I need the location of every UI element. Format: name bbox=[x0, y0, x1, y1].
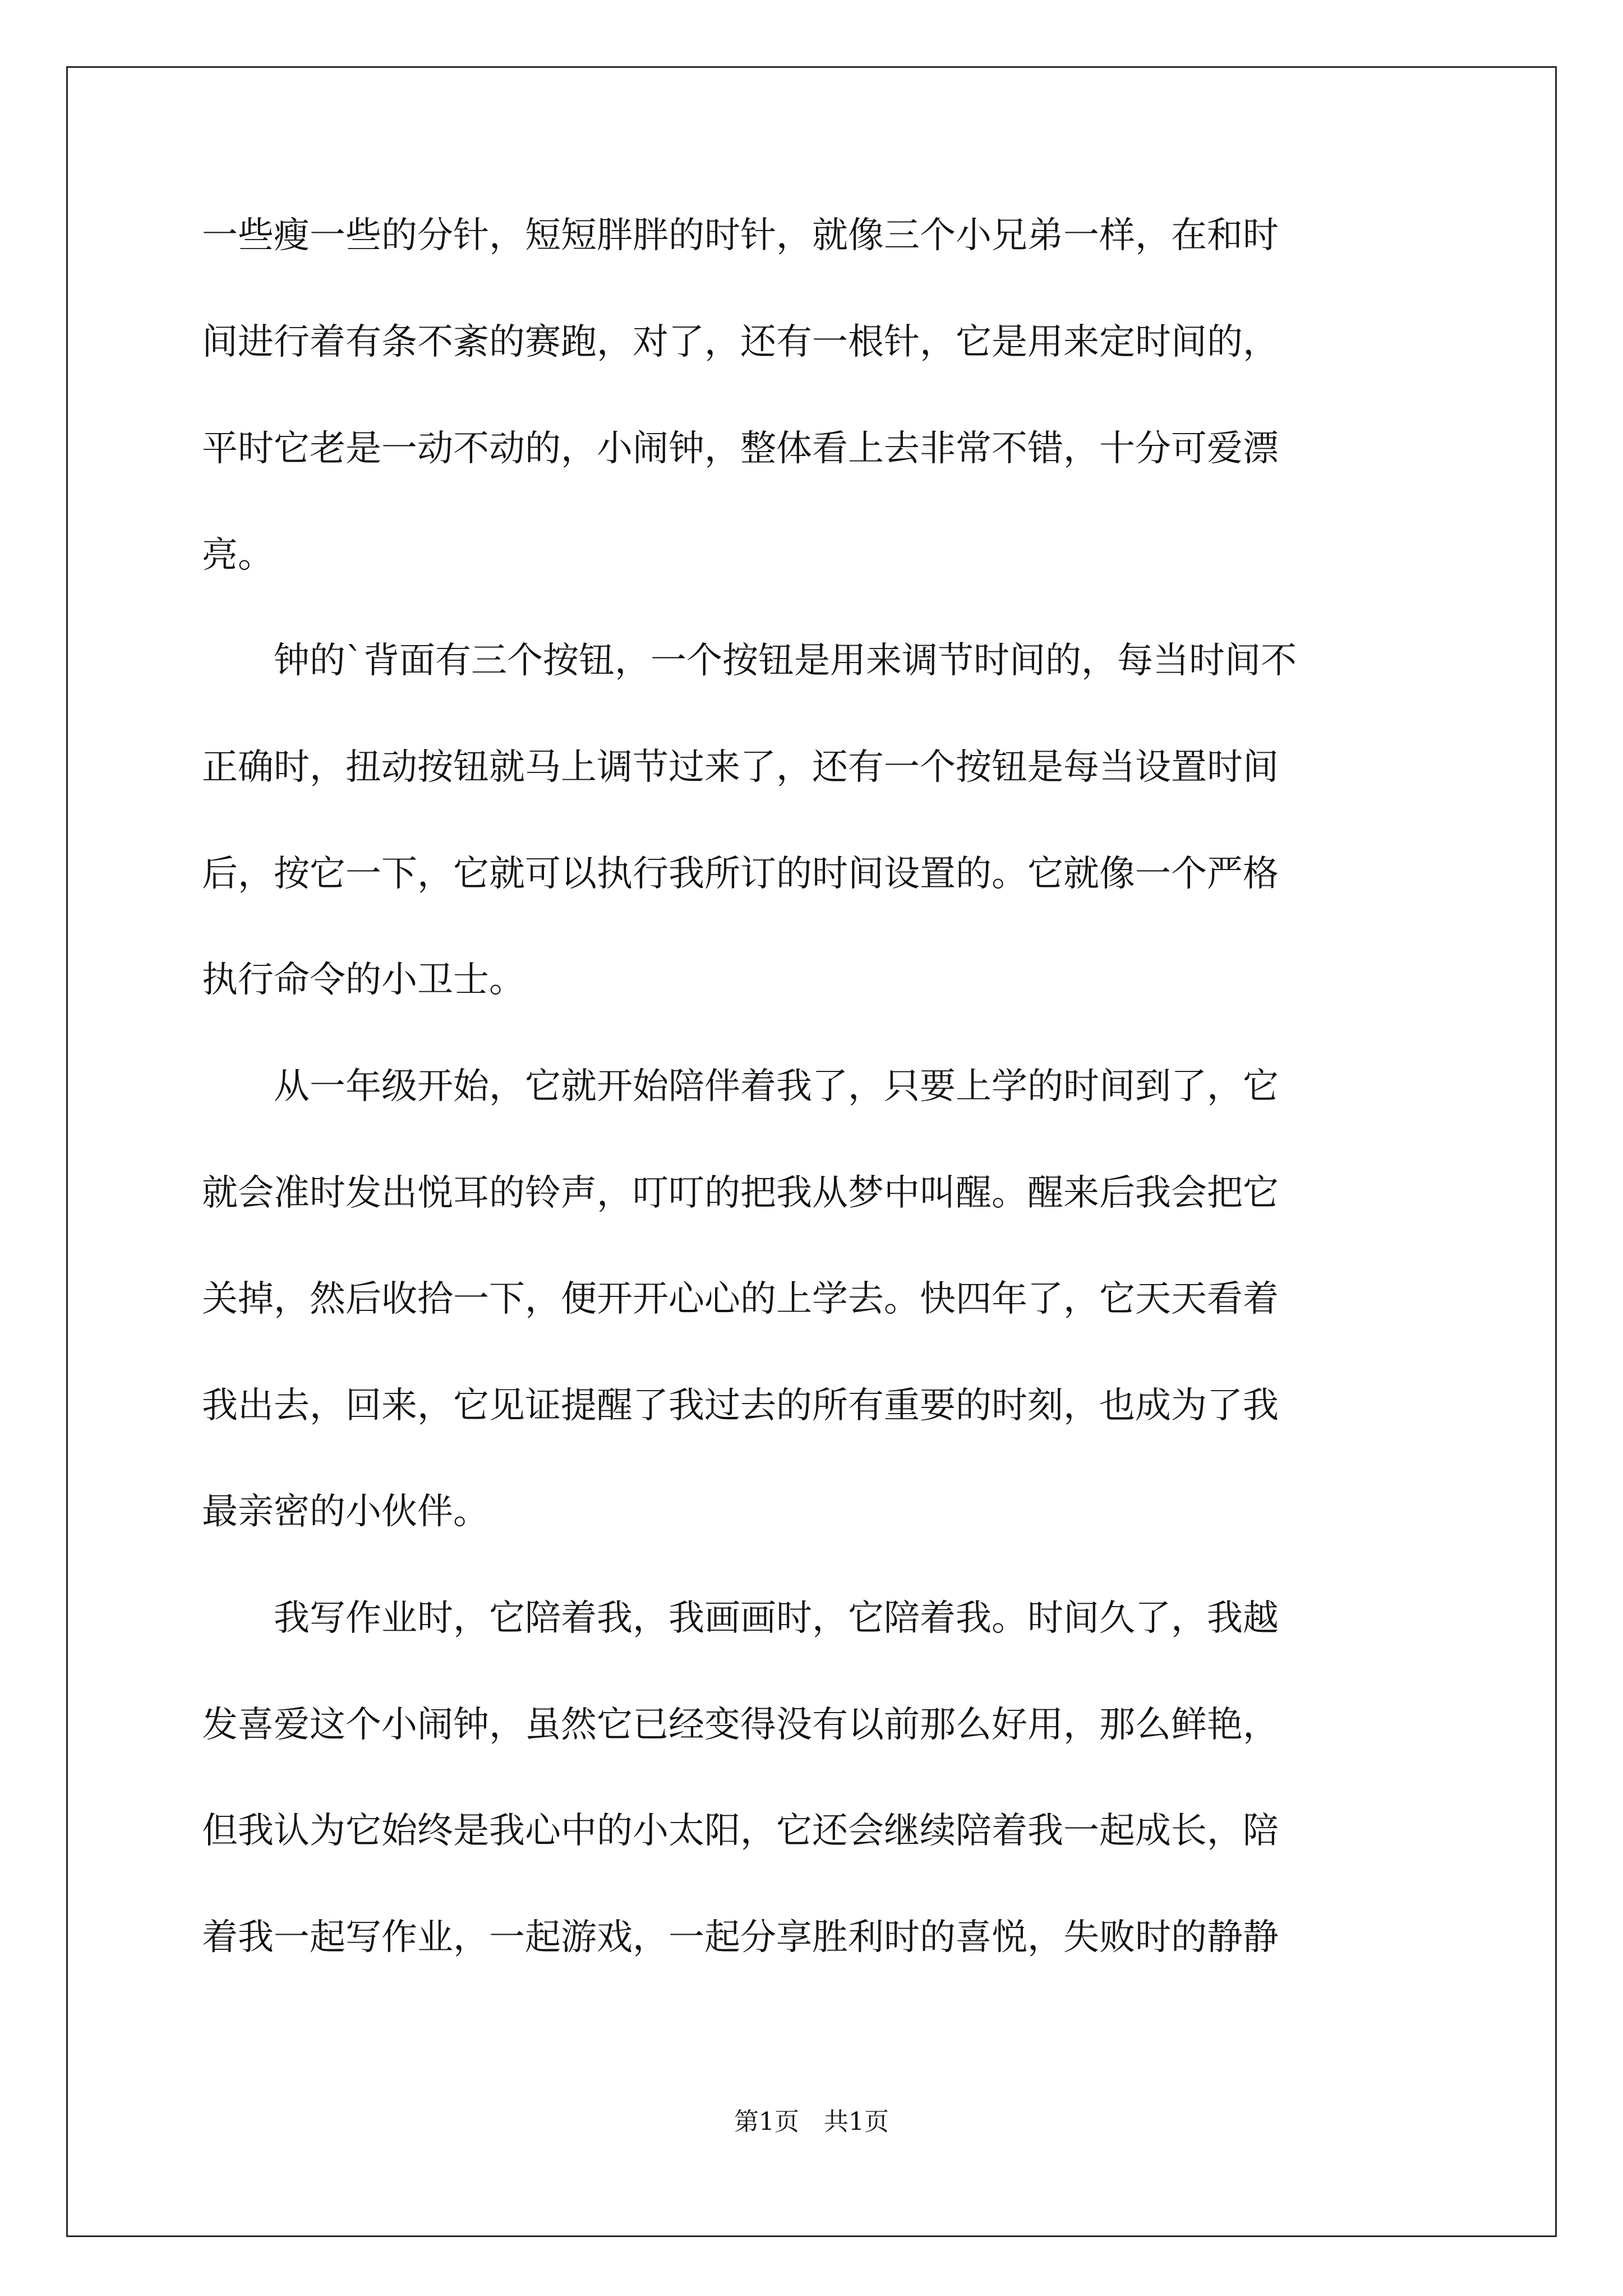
text-line: 后，按它一下，它就可以执行我所订的时间设置的。它就像一个严格 bbox=[202, 853, 1279, 895]
page-number-footer: 第1页 共1页 bbox=[734, 2108, 889, 2136]
text-line: 正确时，扭动按钮就马上调节过来了，还有一个按钮是每当设置时间 bbox=[202, 747, 1279, 788]
text-line: 平时它老是一动不动的，小闹钟，整体看上去非常不错，十分可爱漂 bbox=[202, 428, 1279, 470]
text-line: 亮。 bbox=[202, 535, 274, 576]
text-line: 但我认为它始终是我心中的小太阳，它还会继续陪着我一起成长，陪 bbox=[202, 1810, 1279, 1852]
text-line: 钟的`背面有三个按钮，一个按钮是用来调节时间的，每当时间不 bbox=[202, 640, 1297, 682]
page-border bbox=[66, 66, 1557, 2237]
text-line: 间进行着有条不紊的赛跑，对了，还有一根针，它是用来定时间的， bbox=[202, 321, 1279, 363]
text-line: 我写作业时，它陪着我，我画画时，它陪着我。时间久了，我越 bbox=[202, 1598, 1279, 1639]
text-line: 着我一起写作业，一起游戏，一起分享胜利时的喜悦，失败时的静静 bbox=[202, 1917, 1279, 1958]
text-line: 我出去，回来，它见证提醒了我过去的所有重要的时刻，也成为了我 bbox=[202, 1385, 1279, 1427]
text-line: 从一年级开始，它就开始陪伴着我了，只要上学的时间到了，它 bbox=[202, 1066, 1279, 1107]
text-line: 执行命令的小卫士。 bbox=[202, 959, 525, 1001]
text-line: 就会准时发出悦耳的铃声，叮叮的把我从梦中叫醒。醒来后我会把它 bbox=[202, 1172, 1279, 1214]
text-line: 一些瘦一些的分针，短短胖胖的时针，就像三个小兄弟一样，在和时 bbox=[202, 215, 1279, 256]
text-line: 最亲密的小伙伴。 bbox=[202, 1491, 489, 1533]
text-line: 发喜爱这个小闹钟，虽然它已经变得没有以前那么好用，那么鲜艳， bbox=[202, 1704, 1279, 1746]
text-line: 关掉，然后收拾一下，便开开心心的上学去。快四年了，它天天看着 bbox=[202, 1278, 1279, 1320]
